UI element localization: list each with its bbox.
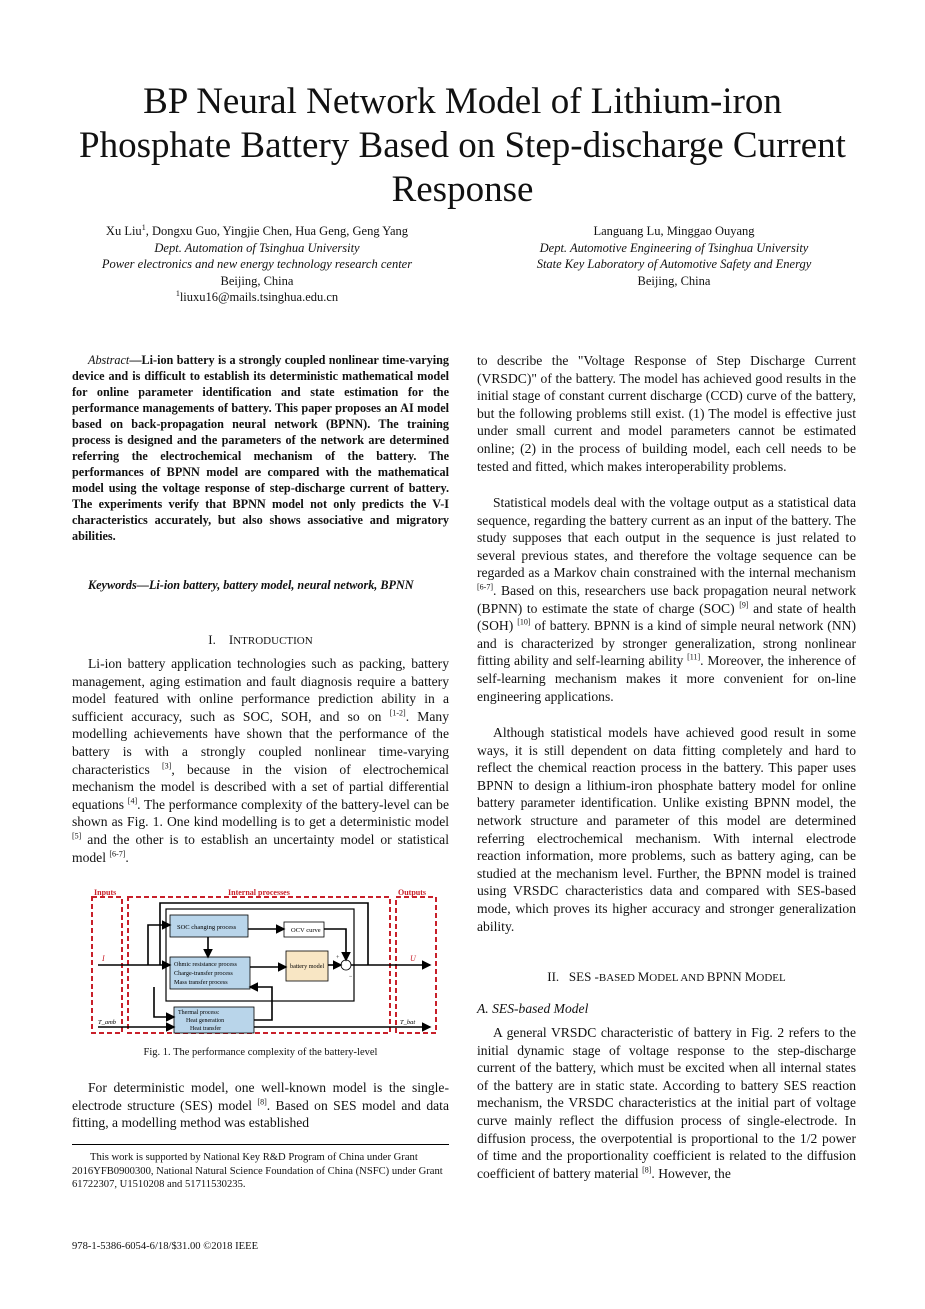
citation: [6-7] — [109, 849, 126, 858]
section-2-heading — [477, 969, 856, 986]
text-run: . — [125, 849, 129, 865]
citation: [6-7] — [477, 582, 493, 592]
section-2-part: M — [637, 969, 650, 984]
figure-1-caption: Fig. 1. The performance complexity of the battery-level — [143, 1047, 378, 1058]
battery-model-label: battery model — [290, 963, 325, 970]
author-names-right: Languang Lu, Minggao Ouyang — [593, 224, 755, 238]
mass-label: Mass transfer process — [174, 979, 228, 986]
funding-footnote: This work is supported by National Key R&D Program of China under Grant 2016YFB0900300, National Natural Science Foundation of China (NSFC) under Grant 61722307, U1510208 and 51711530235. — [72, 1152, 443, 1191]
author-names-left — [58, 223, 456, 240]
text-run: A general VRSDC characteristic of battery in Fig. 2 refers to the initial dynamic stage of voltage response to the step-discharge current of the battery, which must be excited when all internal states of the battery are in static state. According to battery SES reaction mechanism, the VRSDC characteristics at the initial part of voltage curve mainly reflect the diffusion process of single-electrode. In diffusion process, the overpotential is proportional to the 1/2 power of time and the proportionality coefficient is related to the diffusion coefficient of battery material — [477, 1025, 856, 1181]
title-line-3: Response — [391, 169, 534, 210]
section-1-heading — [72, 632, 449, 649]
text-run: . Based on SES model and data fitting, a modelling method was established — [72, 1097, 449, 1131]
internal-label: Internal processes — [228, 888, 290, 897]
paper-title — [40, 80, 885, 212]
text-run: . Moreover, the inherence of self-learning mechanism makes it more convenient for on-line engineering applications. — [477, 653, 856, 704]
abstract-text: —Li-ion battery is a strongly coupled nonlinear time-varying device and is difficult to establish its deterministic mathematical model for online parameter identification and state estimation for the performance managements of battery. This paper proposes an AI model based on back-propagation neural network (BPNN). The training process is designed and the parameters of the network are determined referring the electrochemical mechanism of the battery. The performances of BPNN model are compared with the mathematical model using the voltage response of step-discharge current of battery. The experiments verify that BPNN model not only predicts the V-I characteristics accurately, but also shows associative and migratory abilities. — [72, 353, 449, 543]
email-sup: 1 — [175, 288, 180, 298]
citation: [8] — [257, 1097, 267, 1107]
minus-sign: − — [349, 974, 353, 980]
plus-sign: + — [336, 955, 340, 961]
authors-left — [58, 223, 456, 306]
intro-paragraph-1 — [72, 655, 449, 866]
intro-paragraph-2 — [72, 1079, 449, 1132]
soc-feed-line — [148, 925, 170, 965]
affiliation-dept-left: Dept. Automation of Tsinghua University — [154, 240, 360, 255]
heatgen-label: Heat generation — [186, 1018, 225, 1024]
section-1-rest: NTRODUCTION — [233, 635, 313, 647]
tamb-label: T_amb — [98, 1019, 117, 1026]
author-first: Xu Liu — [105, 224, 142, 238]
input-i-label: I — [102, 954, 105, 963]
email-text: liuxu16@mails.tsinghua.edu.cn — [179, 290, 339, 304]
charge-label: Charge-transfer process — [174, 970, 233, 977]
affiliation-city-right: Beijing, China — [637, 273, 711, 288]
section-2-part: BASED — [598, 972, 638, 984]
output-u-label: U — [410, 954, 416, 963]
thermal-label: Thermal process: — [178, 1010, 220, 1016]
abstract-lead: Abstract — [88, 353, 130, 367]
tbat-label: T_bat — [400, 1019, 416, 1026]
figure-1-diagram — [88, 887, 440, 1037]
title-line-1: BP Neural Network Model of Lithium-iron — [143, 81, 782, 122]
text-run: Statistical models deal with the voltage output as a statistical data sequence, regarding the battery current as an input of the battery. The study supposes that each output in the sequence is just related to several previous states, and therefore the voltage sequence can be regarded as a Markov chain constrained with the internal mechanism — [477, 495, 856, 581]
citation: [9] — [739, 600, 749, 610]
text-run: . Based on this, researchers use back propagation neural network (BPNN) to estimate the state of charge (SOC) — [477, 582, 856, 616]
citation: [8] — [642, 1165, 652, 1175]
author-rest: , Dongxu Guo, Yingjie Chen, Hua Geng, Geng Yang — [145, 224, 409, 238]
right-paragraph-4 — [477, 1024, 856, 1182]
text-run: and state of health (SOH) — [477, 600, 857, 634]
text-run: . However, the — [651, 1165, 731, 1181]
ohmic-label: Ohmic resistance process — [174, 961, 237, 968]
thermal-feed-line — [154, 987, 174, 1017]
text-run: , because in the vision of electrochemical mechanism the model is described with a set of partial differential equations — [72, 761, 449, 812]
citation: [3] — [162, 761, 172, 771]
affiliation-city-left: Beijing, China — [220, 273, 294, 288]
text-run: For deterministic model, one well-known model is the single-electrode structure (SES) model — [72, 1080, 449, 1113]
keywords: Keywords—Li-ion battery, battery model, neural network, BPNN — [88, 578, 414, 592]
right-paragraph-3: Although statistical models have achieved good result in some ways, it is still dependent on data fitting completely and hard to reflect the chemical reaction process in the battery. This paper uses BPNN to design a lithium-iron phosphate battery model for online battery parameter identification. Unlike existing BPNN model, the network structure and parameter of this model are determined referring electrochemical mechanism. With internal electrode reaction information, more problems, such as battery aging, can be studied at the mechanism level. Further, the BPNN model is trained using VRSDC characteristics data and compared with SES-based mode, which proves its higher accuracy and stronger generalization ability. — [477, 725, 856, 934]
title-line-2: Phosphate Battery Based on Step-discharge Current — [79, 125, 846, 166]
section-2-part: ODEL — [756, 972, 786, 984]
author-sup: 1 — [141, 222, 146, 232]
footnote-rule — [72, 1144, 449, 1145]
section-1-number: I. — [208, 632, 216, 647]
author-email — [58, 289, 456, 306]
affiliation-lab-right: State Key Laboratory of Automotive Safety and Energy — [536, 257, 812, 271]
subsection-a-heading: A. SES-based Model — [477, 1001, 589, 1016]
section-2-part: BPNN M — [706, 969, 757, 984]
right-paragraph-1: to describe the "Voltage Response of Step Discharge Current (VRSDC)" of the battery. The model has achieved good results in the initial stage of constant current discharge (CCD) curve of the battery, but the following problems still exist. (1) The model is effective just under small current and model parameters cannot be estimated online; (2) in the process of building model, each cell needs to be tested and fitted, which makes interoperability problems. — [477, 353, 856, 474]
section-2-part: SES - — [568, 969, 599, 984]
citation: [1-2] — [389, 708, 406, 718]
heattr-label: Heat transfer — [190, 1026, 222, 1032]
text-run: of battery. BPNN is a kind of simple neural network (NN) and is characterized by stronger generalization, strong nonlinear fitting ability and self-learning ability — [477, 618, 856, 669]
text-run: Li-ion battery application technologies such as packing, battery management, aging estimation and fault diagnosis require a battery model featured with online performance prediction ability in a sufficient accuracy, such as SOC, SOH, and so on — [72, 656, 449, 724]
section-2-part: ODEL AND — [649, 972, 707, 984]
summing-junction — [341, 960, 351, 970]
copyright-line: 978-1-5386-6054-6/18/$31.00 ©2018 IEEE — [72, 1241, 259, 1252]
section-2-number: II. — [547, 969, 560, 984]
affiliation-center-left: Power electronics and new energy technology research center — [101, 257, 413, 271]
right-paragraph-2 — [477, 494, 856, 705]
citation: [5] — [72, 831, 82, 841]
text-run: . Many modelling achievements have shown that the performance of the battery is with a strongly coupled nonlinear time-varying characteristics — [72, 708, 450, 777]
authors-right — [468, 223, 880, 289]
outputs-label: Outputs — [398, 888, 427, 897]
ocv-label: OCV curve — [291, 927, 321, 934]
text-run: . The performance complexity of the battery-level can be shown as Fig. 1. One kind modelling is to get a deterministic model — [72, 796, 449, 830]
affiliation-dept-right: Dept. Automotive Engineering of Tsinghua University — [539, 240, 809, 255]
text-run: and the other is to establish an uncertainty model or statistical model — [72, 831, 449, 865]
inputs-label: Inputs — [94, 888, 117, 897]
citation: [11] — [687, 652, 701, 662]
citation: [10] — [517, 617, 531, 627]
soc-label: SOC changing process — [177, 924, 237, 931]
citation: [4] — [127, 796, 138, 806]
abstract — [72, 352, 449, 544]
section-1-first: I — [228, 632, 234, 647]
